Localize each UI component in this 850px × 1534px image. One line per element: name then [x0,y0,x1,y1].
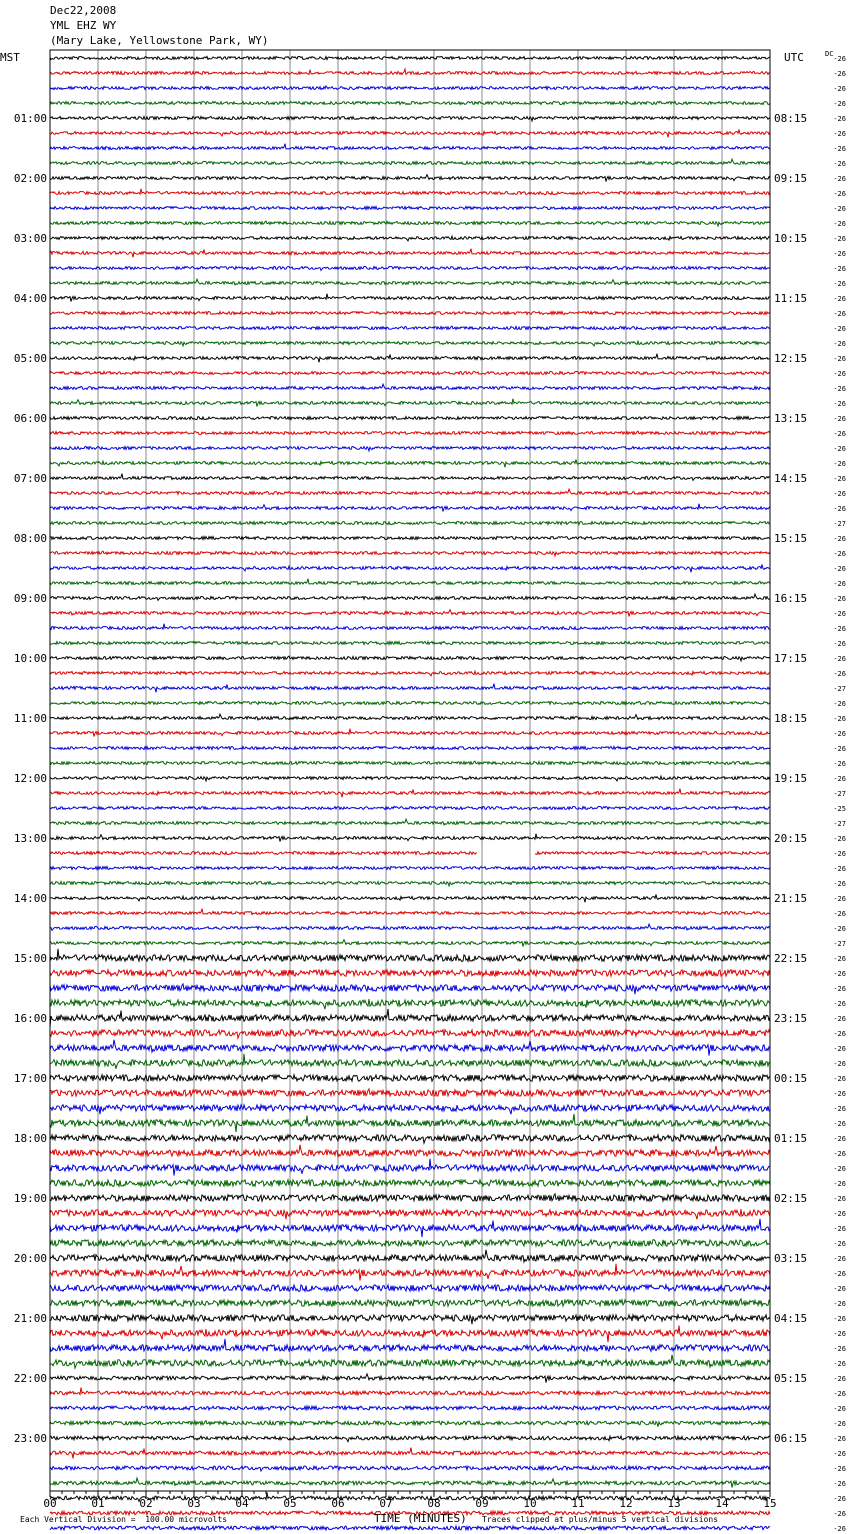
dc-offset-label: -26 [833,850,846,858]
mst-axis-title: MST [0,51,20,64]
utc-hour-label: 01:15 [774,1132,808,1145]
dc-offset-label: -26 [833,235,846,243]
dc-offset-label: -26 [833,1315,846,1323]
utc-hour-label: 21:15 [774,892,808,905]
seismic-trace [50,594,770,600]
dc-offset-label: -26 [833,730,846,738]
x-tick-label: 13 [667,1497,681,1510]
seismic-trace [50,294,770,302]
footer-clip-note: Traces clipped at plus/minus 5 vertical divisions [482,1515,719,1524]
mst-hour-label: 10:00 [13,652,47,665]
seismic-trace [50,489,770,495]
x-tick-label: 06 [331,1497,345,1510]
header-station: YML EHZ WY [50,19,117,32]
x-tick-label: 02 [139,1497,153,1510]
dc-offset-label: -26 [833,1450,846,1458]
seismic-trace [50,970,770,976]
seismic-trace [50,1315,770,1324]
dc-offset-label: -26 [833,1225,846,1233]
mst-hour-label: 23:00 [13,1432,47,1445]
mst-hour-label: 18:00 [13,1132,47,1145]
seismic-trace [50,1054,770,1069]
dc-offset-label: -26 [833,1120,846,1128]
dc-offset-label: -27 [833,685,846,693]
seismic-trace [50,144,770,150]
x-tick-label: 12 [619,1497,633,1510]
dc-offset-label: -26 [833,595,846,603]
seismic-trace [50,1250,770,1262]
dc-offset-label: -26 [833,1180,846,1188]
dc-offset-label: -26 [833,640,846,648]
utc-hour-label: 08:15 [774,112,808,125]
dc-offset-label: -27 [833,820,846,828]
dc-offset-label: -26 [833,475,846,483]
seismic-trace [50,69,770,74]
dc-offset-label: -26 [833,1240,846,1248]
dc-offset-label: -26 [833,490,846,498]
mst-hour-label: 13:00 [13,832,47,845]
seismic-trace [50,1388,770,1396]
dc-offset-label: -26 [833,1525,846,1533]
seismic-trace [50,819,770,825]
plot-frame [50,50,770,1491]
dc-offset-label: -26 [833,1015,846,1023]
utc-hour-label: 20:15 [774,832,808,845]
mst-hour-label: 03:00 [13,232,47,245]
seismic-trace [50,175,770,182]
mst-hour-label: 06:00 [13,412,47,425]
dc-offset-label: -26 [833,1495,846,1503]
dc-offset-label: -26 [833,400,846,408]
dc-offset-label: -26 [833,655,846,663]
seismic-trace [50,949,770,962]
dc-offset-label: -26 [833,205,846,213]
x-tick-label: 04 [235,1497,249,1510]
x-tick-label: 10 [523,1497,537,1510]
seismic-trace [50,1159,770,1176]
dc-offset-label: -26 [833,85,846,93]
footer-scale-note: Each Vertical Division = 100.00 microvolts [20,1515,228,1524]
mst-hour-label: 05:00 [13,352,47,365]
seismic-trace [50,1089,770,1096]
dc-offset-label: -26 [833,1300,846,1308]
grid-lines [98,50,722,1491]
seismic-trace [50,207,770,210]
mst-hour-label: 11:00 [13,712,47,725]
seismic-trace [50,189,770,195]
seismic-trace [50,1240,770,1248]
dc-offset-label: -26 [833,1330,846,1338]
x-tick-label: 03 [187,1497,201,1510]
mst-hour-label: 17:00 [13,1072,47,1085]
utc-hour-label: 16:15 [774,592,808,605]
utc-hour-label: 14:15 [774,472,808,485]
seismic-trace [50,747,770,750]
dc-offset-label: -26 [833,1000,846,1008]
seismic-trace [50,130,770,138]
dc-offset-label: -26 [833,355,846,363]
x-tick-label: 01 [91,1497,105,1510]
seismic-trace [50,1114,770,1132]
seismic-trace [50,341,770,346]
seismic-trace [50,642,770,645]
seismic-trace [50,236,770,241]
seismic-trace [50,159,770,165]
seismic-trace [50,1040,770,1056]
dc-offset-label: -26 [833,1210,846,1218]
dc-offset-label: -26 [833,895,846,903]
trace-group [50,57,770,1534]
seismic-trace [50,57,770,60]
seismic-trace [50,1326,770,1343]
utc-axis-title: UTC [784,51,804,64]
dc-offset-label: -26 [833,415,846,423]
dc-offset-label: -26 [833,1420,846,1428]
seismic-trace [50,1526,770,1530]
dc-offset-label: -26 [833,190,846,198]
seismic-trace [50,866,770,869]
dc-offset-label: -26 [833,1435,846,1443]
x-tick-label: 00 [43,1497,57,1510]
utc-hour-label: 12:15 [774,352,808,365]
dc-offset-label: -26 [833,610,846,618]
x-tick-label: 09 [475,1497,489,1510]
seismic-trace [50,702,770,706]
dc-offset-label: -26 [833,1075,846,1083]
dc-offset-label: -26 [833,1030,846,1038]
dc-offset-label: -26 [833,550,846,558]
seismic-trace [50,1466,770,1471]
dc-offset-label: -26 [833,1390,846,1398]
dc-offset-label: -26 [833,505,846,513]
dc-offset-label: -26 [833,55,846,63]
seismic-trace [50,1264,770,1281]
dc-offset-label: -26 [833,1060,846,1068]
seismic-trace [50,1145,770,1157]
dc-offset-label: -26 [833,1090,846,1098]
seismic-trace [50,761,770,764]
seismic-trace [50,447,770,451]
seismic-trace [50,221,770,226]
seismic-trace [50,372,770,376]
seismic-trace [50,431,770,434]
seismic-trace [50,714,770,720]
dc-offset-label: -26 [833,370,846,378]
utc-hour-label: 22:15 [774,952,808,965]
x-tick-label: 14 [715,1497,729,1510]
seismic-trace [50,1406,770,1410]
seismic-trace [50,565,770,573]
dc-offset-label: -26 [833,145,846,153]
dc-offset-label: -26 [833,985,846,993]
dc-offset-label: -26 [833,1345,846,1353]
mst-hour-label: 08:00 [13,532,47,545]
header-date: Dec22,2008 [50,4,117,17]
dc-offset-label: -26 [833,1465,846,1473]
dc-offset-label: -26 [833,460,846,468]
mst-hour-label: 04:00 [13,292,47,305]
utc-hour-label: 09:15 [774,172,808,185]
utc-hour-label: 11:15 [774,292,808,305]
seismic-trace [50,984,770,994]
dc-offset-label: -26 [833,535,846,543]
x-axis-label: TIME (MINUTES) [374,1512,467,1525]
dc-offset-label: -26 [833,1270,846,1278]
seismic-trace [50,101,770,104]
x-axis [43,1491,776,1510]
dc-offset-label: -27 [833,790,846,798]
header-location: (Mary Lake, Yellowstone Park, WY) [50,34,269,47]
mst-hour-label: 21:00 [13,1312,47,1325]
seismic-trace [50,624,770,630]
dc-offset-label: -27 [833,520,846,528]
seismic-trace [50,1299,770,1306]
dc-offset-label: -26 [833,670,846,678]
seismic-trace [50,1374,770,1383]
dc-offset-label: -26 [833,1375,846,1383]
seismic-trace [50,399,770,407]
x-tick-label: 08 [427,1497,441,1510]
seismic-trace [50,326,770,329]
dc-offset-label: -26 [833,775,846,783]
seismic-trace [50,354,770,363]
mst-hour-label: 22:00 [13,1372,47,1385]
seismic-trace [50,882,770,886]
dc-offset-label: -26 [833,1510,846,1518]
dc-offset-label: -26 [833,1045,846,1053]
seismic-trace [50,656,770,661]
seismic-trace [50,684,770,693]
seismic-trace [50,1339,770,1351]
seismic-trace [50,1030,770,1038]
dc-offset-label: -26 [833,910,846,918]
seismic-trace [50,940,770,947]
dc-offset-label: -26 [833,265,846,273]
dc-offset-labels [833,55,846,1534]
seismic-trace [50,999,770,1009]
utc-hour-label: 00:15 [774,1072,808,1085]
seismic-trace [50,551,770,556]
seismic-trace [50,671,770,676]
seismic-trace [50,834,770,842]
dc-offset-label: -26 [833,175,846,183]
dc-offset-label: -25 [833,805,846,813]
seismic-trace [50,776,770,781]
dc-offset-label: -26 [833,1480,846,1488]
seismic-trace [50,1355,770,1368]
mst-hour-label: 12:00 [13,772,47,785]
utc-hour-label: 19:15 [774,772,808,785]
seismic-trace [50,1448,770,1459]
seismic-trace [50,86,770,90]
dc-offset-label: -26 [833,310,846,318]
seismic-trace [50,504,770,512]
seismic-trace [50,417,770,420]
dc-offset-label: -26 [833,1135,846,1143]
mst-hour-label: 02:00 [13,172,47,185]
dc-offset-label: -26 [833,565,846,573]
utc-hour-label: 18:15 [774,712,808,725]
seismic-trace [50,312,770,315]
mst-hour-labels [14,112,47,1445]
utc-hour-label: 06:15 [774,1432,808,1445]
seismic-trace [50,1104,770,1114]
seismic-trace [50,1421,770,1427]
seismic-trace [50,1209,770,1219]
dc-offset-label: -26 [833,445,846,453]
mst-hour-label: 20:00 [13,1252,47,1265]
dc-offset-label: -26 [833,340,846,348]
dc-offset-label: -26 [833,70,846,78]
utc-hour-label: 05:15 [774,1372,808,1385]
seismic-trace [50,1135,770,1143]
seismic-trace [50,1478,770,1487]
utc-hour-label: 04:15 [774,1312,808,1325]
dc-offset-label: -26 [833,250,846,258]
seismic-trace [50,384,770,390]
mst-hour-label: 15:00 [13,952,47,965]
dc-offset-label: -26 [833,430,846,438]
seismic-trace [50,924,770,930]
dc-offset-label: -26 [833,160,846,168]
dc-offset-label: -26 [833,865,846,873]
dc-offset-label: -26 [833,760,846,768]
mst-hour-label: 16:00 [13,1012,47,1025]
dc-offset-label: -26 [833,325,846,333]
x-tick-label: 11 [571,1497,585,1510]
seismic-trace [50,610,770,617]
utc-hour-label: 02:15 [774,1192,808,1205]
utc-hour-label: 23:15 [774,1012,808,1025]
dc-offset-label: -26 [833,1150,846,1158]
seismic-trace [50,1285,770,1292]
dc-offset-label: -26 [833,130,846,138]
seismic-trace [50,267,770,271]
dc-offset-label: -26 [833,1285,846,1293]
dc-offset-label: -26 [833,1405,846,1413]
dc-offset-label: -26 [833,1165,846,1173]
seismic-trace [50,279,770,285]
seismic-trace [50,909,770,915]
dc-offset-label: -27 [833,940,846,948]
dc-offset-label: -26 [833,385,846,393]
mst-hour-label: 07:00 [13,472,47,485]
seismic-trace [50,460,770,468]
dc-offset-label: -26 [833,625,846,633]
seismic-trace [50,852,770,855]
seismic-trace [50,729,770,737]
seismic-trace [50,249,770,258]
dc-offset-label: -26 [833,1255,846,1263]
dc-offset-label: -26 [833,115,846,123]
dc-offset-label: -26 [833,745,846,753]
x-tick-label: 07 [379,1497,393,1510]
utc-hour-label: 13:15 [774,412,808,425]
seismic-trace [50,1180,770,1187]
seismic-trace [50,789,770,798]
mst-hour-label: 19:00 [13,1192,47,1205]
dc-offset-label: -26 [833,835,846,843]
seismic-trace [50,1009,770,1027]
x-tick-label: 05 [283,1497,297,1510]
dc-offset-label: -26 [833,220,846,228]
seismic-trace [50,895,770,903]
mst-hour-label: 09:00 [13,592,47,605]
dc-offset-label: -26 [833,580,846,588]
dc-offset-label: -26 [833,295,846,303]
seismic-trace [50,117,770,121]
dc-offset-label: -26 [833,925,846,933]
dc-offset-label: -26 [833,700,846,708]
dc-offset-label: -26 [833,970,846,978]
seismic-trace [50,522,770,525]
dc-label: DC [825,50,834,58]
utc-hour-label: 10:15 [774,232,808,245]
dc-offset-label: -26 [833,1105,846,1113]
dc-offset-label: -26 [833,100,846,108]
dc-offset-label: -26 [833,715,846,723]
seismic-trace [50,474,770,481]
seismic-trace [50,1194,770,1201]
utc-hour-label: 03:15 [774,1252,808,1265]
dc-offset-label: -26 [833,955,846,963]
dc-offset-label: -26 [833,880,846,888]
seismic-trace [50,1075,770,1081]
mst-hour-label: 14:00 [13,892,47,905]
seismic-trace [50,1436,770,1442]
dc-offset-label: -26 [833,1195,846,1203]
seismic-trace [50,579,770,585]
utc-hour-label: 15:15 [774,532,808,545]
seismic-trace [50,537,770,540]
seismic-trace [50,1219,770,1237]
dc-offset-label: -26 [833,1360,846,1368]
seismic-trace [50,807,770,811]
utc-hour-labels [774,112,807,1445]
utc-hour-label: 17:15 [774,652,808,665]
dc-offset-label: -26 [833,280,846,288]
x-tick-label: 15 [763,1497,777,1510]
mst-hour-label: 01:00 [13,112,47,125]
